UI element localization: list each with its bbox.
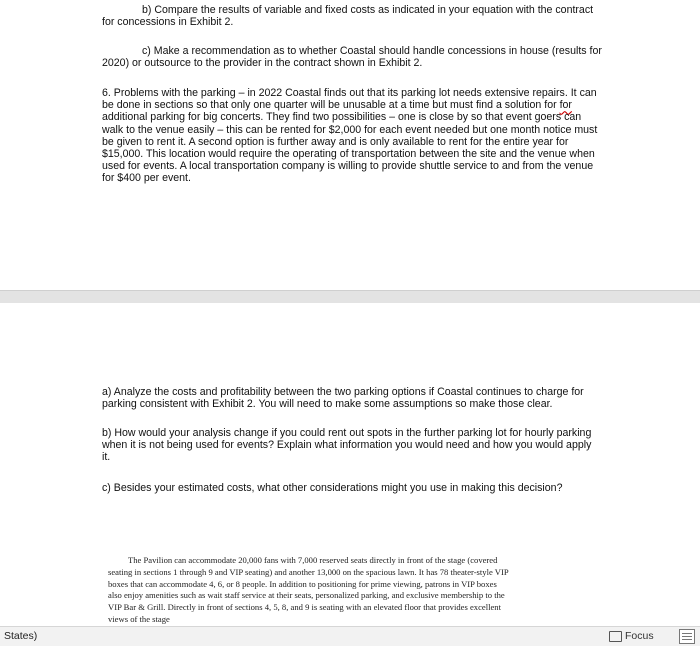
focus-label: Focus [625, 630, 654, 642]
page-break-gap [0, 290, 700, 304]
question-6b: b) How would your analysis change if you could rent out spots in the further parking lot for hourly parking when it is not being used for events? Explain what information you would need and how you would apply it. [102, 427, 592, 464]
question-5c: c) Make a recommendation as to whether Coastal should handle concessions in house (results for 2020) or outsource to the provider in the contract shown in Exhibit 2. [102, 45, 602, 70]
question-6-end: additional parking for big concerts. They find two possibilities – one is close by so that event goers can walk to the venue easily – this can be rented for $2,000 for each event needed but one month notice must be given to rent it. A second option is further away and is only available to rent for the entire year for $15,000. This location would require the operating of transportation between the site and the venue when used for events. A local transportation company is willing to provide shuttle service to and from the venue for $400 per event. [102, 111, 598, 185]
print-layout-icon[interactable] [679, 629, 695, 644]
status-bar [0, 626, 700, 646]
question-6 [102, 87, 602, 185]
spelling-flagged-word[interactable]: for [559, 99, 572, 112]
document-page-2 [0, 303, 700, 625]
question-5b: b) Compare the results of variable and fixed costs as indicated in your equation with the contract for concessions in Exhibit 2. [102, 4, 594, 29]
focus-icon [609, 631, 622, 642]
question-6c: c) Besides your estimated costs, what other considerations might you use in making this decision? [102, 482, 563, 494]
focus-button[interactable] [609, 629, 654, 643]
question-6a: a) Analyze the costs and profitability between the two parking options if Coastal continues to charge for parking consistent with Exhibit 2. You will need to make some assumptions so make those clear. [102, 386, 584, 411]
document-page-1 [0, 0, 700, 290]
exhibit-excerpt: The Pavilion can accommodate 20,000 fans with 7,000 reserved seats directly in front of the stage (covered seating in sections 1 through 9 and VIP seating) and another 13,000 on the spacious lawn. It has 78 theater-style VIP boxes that can accommodate 4, 6, or 8 people. In addition to positioning for prime viewing, patrons in VIP boxes also enjoy amenities such as wait staff service at their seats, personalized parking, and exclusive membership to the VIP Bar & Grill. Directly in front of sections 4, 5, 8, and 9 is seating with an elevated floor that provides excellent views of the stage [108, 555, 509, 624]
question-6-start: 6. Problems with the parking – in 2022 Coastal finds out that its parking lot needs extensive repairs. It can be done in sections so that only one quarter will be unusable at a time but must find a solution for [102, 87, 597, 112]
language-status[interactable]: States) [4, 630, 38, 642]
